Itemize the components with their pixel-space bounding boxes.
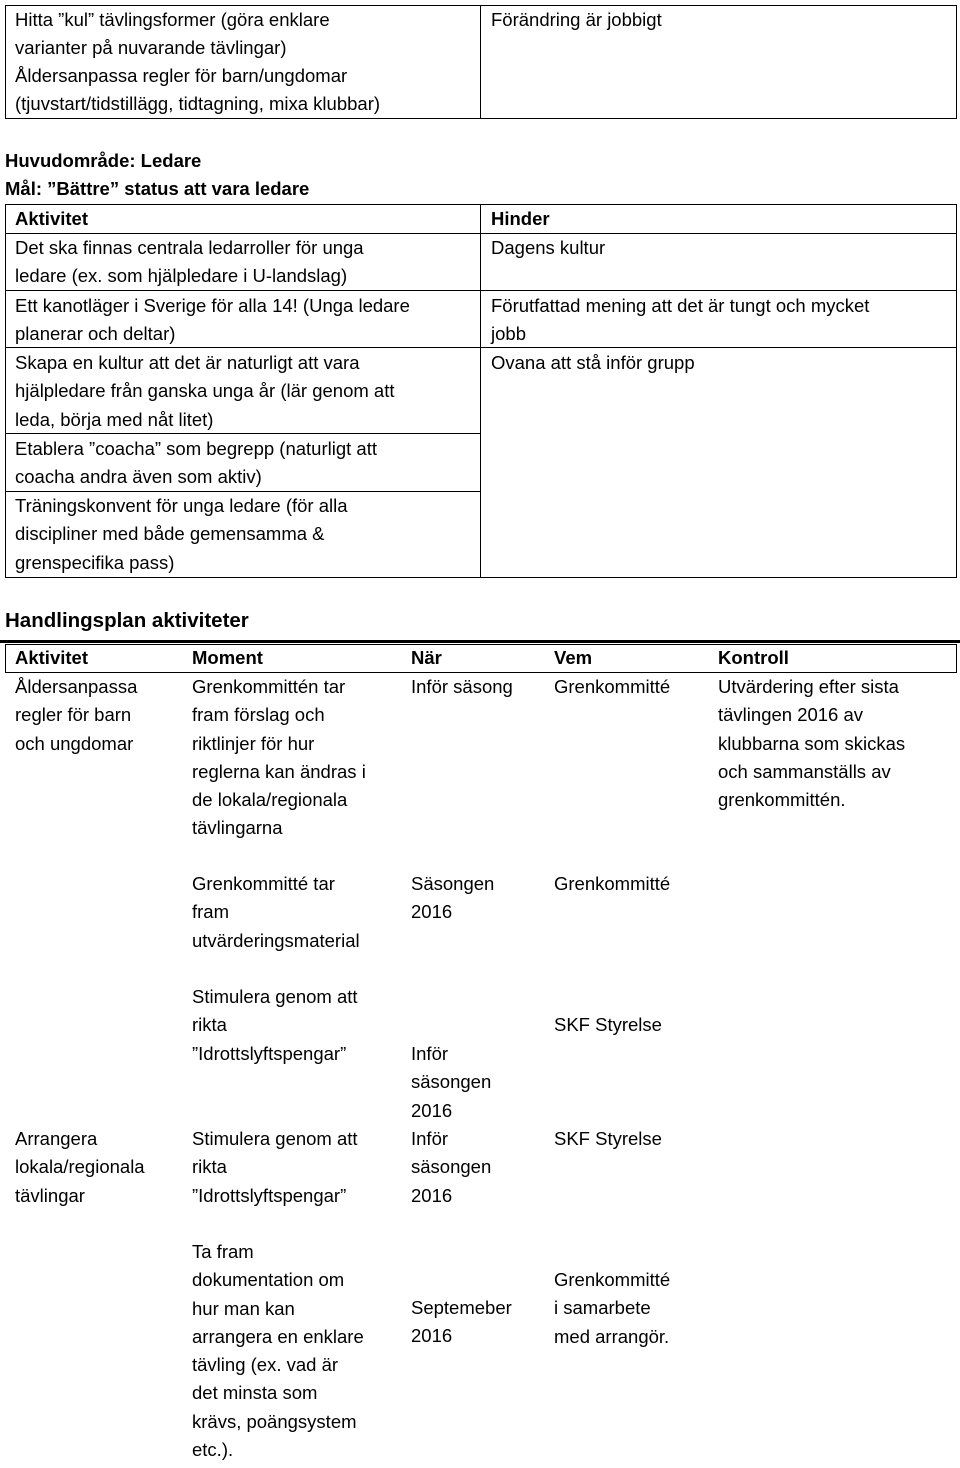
plan-title-rule xyxy=(0,640,960,643)
plan-row-1-nar: Inför säsong xyxy=(411,676,513,697)
plan-header-right xyxy=(956,644,957,672)
ledare-activity-1: Det ska finnas centrala ledarroller för unga ledare (ex. som hjälpledare i U-landslag) xyxy=(15,237,364,287)
plan-row-3-moment: Stimulera genom att rikta ”Idrottslyftspengar” xyxy=(192,986,358,1064)
top-table-line-2: varianter på nuvarande tävlingar) xyxy=(15,37,287,58)
plan-header-left xyxy=(5,644,6,672)
plan-row-1-kontroll: Utvärdering efter sista tävlingen 2016 av klubbarna som skickas och sammanställs av grenkommittén. xyxy=(718,676,906,811)
ledare-activity-4: Etablera ”coacha” som begrepp (naturligt att coacha andra även som aktiv) xyxy=(15,438,377,488)
ledare-hinder-2: Förutfattad mening att det är tungt och mycket jobb xyxy=(491,295,870,345)
plan-row-4-moment: Stimulera genom att rikta ”Idrottslyftspengar” xyxy=(192,1128,358,1206)
top-table-line-4: (tjuvstart/tidstillägg, tidtagning, mixa klubbar) xyxy=(15,93,381,114)
top-table-line-1: Hitta ”kul” tävlingsformer (göra enklare xyxy=(15,9,330,30)
plan-row-2-moment: Grenkommitté tar fram utvärderingsmaterial xyxy=(192,873,360,951)
plan-row-1-moment: Grenkommittén tar fram förslag och riktlinjer för hur reglerna kan ändras i de lokala/regionala tävlingarna xyxy=(192,676,366,839)
plan-title: Handlingsplan aktiviteter xyxy=(5,609,249,632)
huvudomrade-heading: Huvudområde: Ledare xyxy=(5,150,202,171)
plan-row-5-moment: Ta fram dokumentation om hur man kan arrangera en enklare tävling (ex. vad är det minsta som krävs, poängsystem etc.). xyxy=(192,1241,364,1461)
plan-header-kontroll: Kontroll xyxy=(718,647,789,668)
plan-header-vem: Vem xyxy=(554,647,593,668)
plan-row-3-nar: Inför säsongen 2016 xyxy=(411,1043,492,1121)
plan-header-nar: När xyxy=(411,647,442,668)
ledare-header-hinder: Hinder xyxy=(491,208,550,229)
plan-row-4-vem: SKF Styrelse xyxy=(554,1128,662,1149)
plan-row-1-vem: Grenkommitté xyxy=(554,676,671,697)
ledare-hinder-1: Dagens kultur xyxy=(491,237,606,258)
plan-row-4-aktivitet: Arrangera lokala/regionala tävlingar xyxy=(15,1128,145,1206)
ledare-hinder-3: Ovana att stå inför grupp xyxy=(491,352,695,373)
plan-header-moment: Moment xyxy=(192,647,263,668)
top-table-hinder: Förändring är jobbigt xyxy=(491,9,662,30)
ledare-activity-5: Träningskonvent för unga ledare (för alla discipliner med både gemensamma & grenspecifika pass) xyxy=(15,495,348,573)
plan-row-2-nar: Säsongen 2016 xyxy=(411,873,495,923)
plan-row-5-nar: Septemeber 2016 xyxy=(411,1297,512,1347)
plan-row-4-nar: Inför säsongen 2016 xyxy=(411,1128,492,1206)
ledare-header-aktivitet: Aktivitet xyxy=(15,208,88,229)
plan-header-top xyxy=(5,644,957,645)
top-table-divider xyxy=(480,5,481,119)
plan-row-1-aktivitet: Åldersanpassa regler för barn och ungdomar xyxy=(15,676,138,754)
ledare-activity-3: Skapa en kultur att det är naturligt att vara hjälpledare från ganska unga år (lär genom att leda, börja med nåt litet) xyxy=(15,352,395,430)
ledare-table-divider xyxy=(480,204,481,578)
plan-row-3-vem: SKF Styrelse xyxy=(554,1014,662,1035)
mal-heading: Mål: ”Bättre” status att vara ledare xyxy=(5,178,310,199)
plan-row-5-vem: Grenkommitté i samarbete med arrangör. xyxy=(554,1269,671,1347)
top-table-line-3: Åldersanpassa regler för barn/ungdomar xyxy=(15,65,348,86)
plan-header-aktivitet: Aktivitet xyxy=(15,647,88,668)
plan-row-2-vem: Grenkommitté xyxy=(554,873,671,894)
ledare-activity-2: Ett kanotläger i Sverige för alla 14! (Unga ledare planerar och deltar) xyxy=(15,295,410,345)
